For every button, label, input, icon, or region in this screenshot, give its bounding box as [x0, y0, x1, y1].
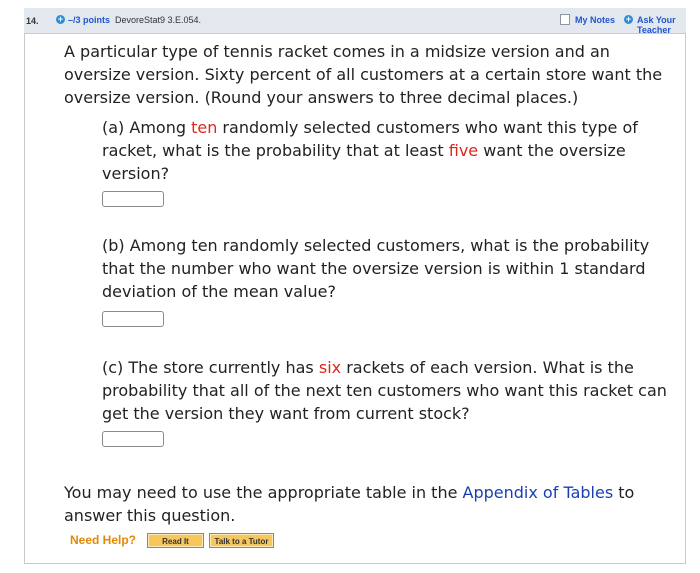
talk-to-tutor-button[interactable]: Talk to a Tutor [209, 533, 274, 548]
part-c-text-1: (c) The store currently has [102, 358, 319, 377]
points-label: –/3 points [68, 15, 111, 25]
question-intro: A particular type of tennis racket comes in a midsize version and an oversize version. Sixty percent of all customers at a certain store want the oversize version. (Round your answers to three decimal places.) [64, 42, 663, 107]
part-c-value-six: six [318, 358, 342, 377]
part-c-text [102, 356, 672, 425]
need-help-label: Need Help? [70, 533, 137, 547]
ask-teacher-link[interactable]: Ask Your Teacher [637, 15, 676, 35]
plus-circle-icon[interactable]: + [57, 14, 64, 24]
part-b-text: (b) Among ten randomly selected customers, what is the probability that the number who want the oversize version is within 1 standard deviation of the mean value? [102, 236, 650, 301]
part-a-text [102, 116, 672, 185]
read-it-button[interactable]: Read It [147, 533, 204, 548]
notes-icon[interactable] [560, 14, 570, 25]
part-c-text-2: rackets of each version. What is the probability that all of the next ten customers who want this racket can get the version they want from current stock? [102, 358, 667, 423]
part-a-value-ten: ten [191, 118, 218, 137]
appendix-note-text-2: to answer this question. [64, 483, 635, 525]
question-header [24, 8, 686, 34]
part-a-value-five: five [448, 141, 479, 160]
source-label: DevoreStat9 3.E.054. [115, 15, 202, 25]
answer-input-a[interactable] [102, 191, 164, 207]
part-a-text-1: (a) Among [102, 118, 192, 137]
answer-input-b[interactable] [102, 311, 164, 327]
appendix-note-text-1: You may need to use the appropriate table in the [64, 483, 463, 502]
plus-circle-icon[interactable]: + [625, 14, 632, 24]
part-a-text-3: want the oversize version? [102, 141, 626, 183]
appendix-of-tables-link[interactable]: Appendix of Tables [462, 483, 614, 502]
question-number: 14. [26, 16, 39, 26]
appendix-note [64, 481, 674, 527]
answer-input-c[interactable] [102, 431, 164, 447]
my-notes-link[interactable]: My Notes [575, 15, 616, 25]
part-a-text-2: randomly selected customers who want this type of racket, what is the probability that at least [102, 118, 638, 160]
